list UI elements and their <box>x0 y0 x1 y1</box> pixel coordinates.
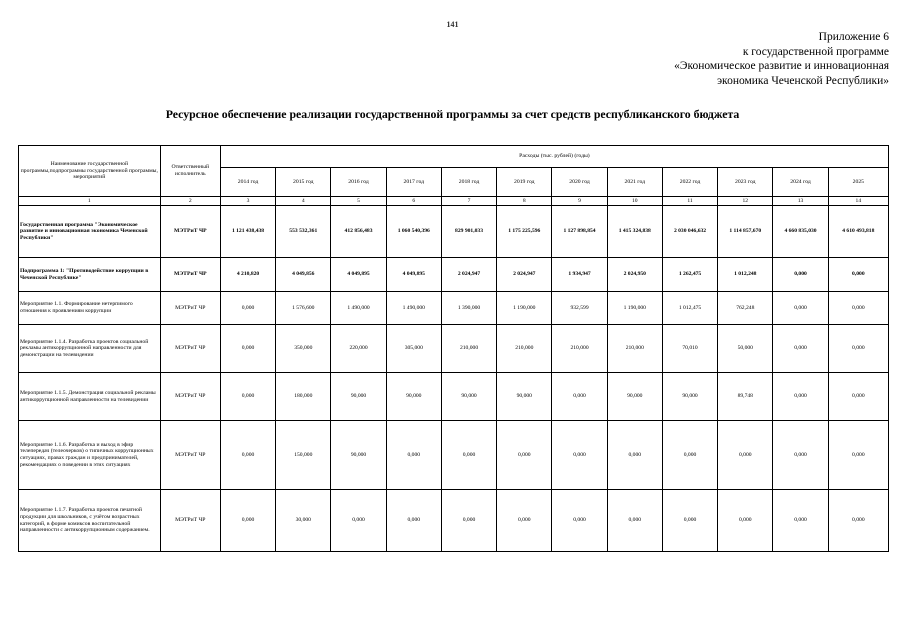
value-cell: 210,000 <box>497 325 552 373</box>
value-cell: 1 415 324,838 <box>607 206 662 258</box>
document-title: Ресурсное обеспечение реализации государственной программы за счет средств республиканского бюджета <box>165 107 740 121</box>
value-cell: 1 576,600 <box>276 292 331 325</box>
value-cell: 1 012,475 <box>662 292 717 325</box>
value-cell: 0,000 <box>331 490 386 552</box>
value-cell: 0,000 <box>552 421 607 490</box>
value-cell: 932,599 <box>552 292 607 325</box>
value-cell: 553 532,361 <box>276 206 331 258</box>
appendix-line: «Экономическое развитие и инновационная <box>674 60 889 72</box>
value-cell: 2 024,947 <box>497 258 552 292</box>
table-row <box>19 421 889 490</box>
value-cell: 0,000 <box>828 325 888 373</box>
value-cell: 4 049,895 <box>331 258 386 292</box>
column-number: 7 <box>441 197 496 206</box>
column-number: 14 <box>828 197 888 206</box>
value-cell: 210,000 <box>441 325 496 373</box>
value-cell: 150,000 <box>276 421 331 490</box>
table-header <box>19 146 889 197</box>
column-number: 10 <box>607 197 662 206</box>
table-row <box>19 292 889 325</box>
value-cell: 1 012,248 <box>718 258 773 292</box>
year-header: 2015 год <box>276 168 331 197</box>
row-responsible: МЭТРиТ ЧР <box>160 206 220 258</box>
value-cell: 0,000 <box>773 292 828 325</box>
value-cell: 1 190,000 <box>497 292 552 325</box>
year-header: 2017 год <box>386 168 441 197</box>
value-cell: 210,000 <box>552 325 607 373</box>
year-header: 2018 год <box>441 168 496 197</box>
value-cell: 90,000 <box>331 421 386 490</box>
value-cell: 0,000 <box>220 421 275 490</box>
value-cell: 0,000 <box>386 421 441 490</box>
value-cell: 50,000 <box>718 325 773 373</box>
header-row <box>19 146 889 168</box>
value-cell: 4 210,820 <box>220 258 275 292</box>
value-cell: 0,000 <box>662 490 717 552</box>
value-cell: 0,000 <box>828 421 888 490</box>
value-cell: 1 490,000 <box>331 292 386 325</box>
value-cell: 0,000 <box>828 292 888 325</box>
value-cell: 762,248 <box>718 292 773 325</box>
value-cell: 1 121 438,438 <box>220 206 275 258</box>
column-number: 11 <box>662 197 717 206</box>
value-cell: 4 049,895 <box>386 258 441 292</box>
value-cell: 90,000 <box>386 373 441 421</box>
value-cell: 90,000 <box>607 373 662 421</box>
value-cell: 1 060 540,396 <box>386 206 441 258</box>
value-cell: 350,000 <box>276 325 331 373</box>
value-cell: 4 660 835,030 <box>773 206 828 258</box>
column-number: 4 <box>276 197 331 206</box>
value-cell: 90,000 <box>662 373 717 421</box>
value-cell: 0,000 <box>441 490 496 552</box>
value-cell: 0,000 <box>773 490 828 552</box>
column-number: 13 <box>773 197 828 206</box>
value-cell: 0,000 <box>220 373 275 421</box>
value-cell: 0,000 <box>828 258 888 292</box>
value-cell: 0,000 <box>552 490 607 552</box>
row-name: Мероприятие 1.1. Формирование нетерпимого отношения к проявлениям коррупции <box>19 292 161 325</box>
page-number: 141 <box>446 20 459 29</box>
row-responsible: МЭТРиТ ЧР <box>160 258 220 292</box>
value-cell: 0,000 <box>220 325 275 373</box>
value-cell: 0,000 <box>828 490 888 552</box>
value-cell: 829 901,033 <box>441 206 496 258</box>
value-cell: 90,000 <box>497 373 552 421</box>
table-row <box>19 373 889 421</box>
column-number: 2 <box>160 197 220 206</box>
column-number: 6 <box>386 197 441 206</box>
row-name: Подпрограмма 1: "Противодействие коррупции в Чеченской Республике" <box>19 258 161 292</box>
appendix-block <box>674 30 889 88</box>
column-number: 5 <box>331 197 386 206</box>
col-responsible-header: Ответственный исполнитель <box>160 146 220 197</box>
table-body <box>19 197 889 552</box>
col-name-header: Наименование государственной программы,подпрограммы государственной программы, мероприятий <box>19 146 161 197</box>
appendix-line: экономика Чеченской Республики» <box>717 74 889 87</box>
table-row <box>19 258 889 292</box>
appendix-line: к государственной программе <box>742 45 889 58</box>
table-row <box>19 325 889 373</box>
year-header: 2025 <box>828 168 888 197</box>
column-number: 3 <box>220 197 275 206</box>
row-name: Мероприятие 1.1.5. Демонстрация социальной рекламы антикоррупционной направленности на телевидении <box>19 373 161 421</box>
resource-table <box>18 145 889 552</box>
column-number: 1 <box>19 197 161 206</box>
value-cell: 0,000 <box>773 258 828 292</box>
value-cell: 1 175 225,596 <box>497 206 552 258</box>
year-header: 2024 год <box>773 168 828 197</box>
value-cell: 220,000 <box>331 325 386 373</box>
table-row <box>19 490 889 552</box>
value-cell: 0,000 <box>386 490 441 552</box>
value-cell: 4 610 493,818 <box>828 206 888 258</box>
value-cell: 2 030 046,632 <box>662 206 717 258</box>
value-cell: 90,000 <box>441 373 496 421</box>
column-number: 8 <box>497 197 552 206</box>
value-cell: 0,000 <box>441 421 496 490</box>
row-name: Мероприятие 1.1.6. Разработка и выход в эфир телепередач (телеочерков) о типичных коррупционных ситуациях, правах граждан и предпринимателей, рекомендациях о поведении в этих ситуациях <box>19 421 161 490</box>
row-name: Государственная программа "Экономическое развитие и инновационная экономика Чеченской Республики" <box>19 206 161 258</box>
value-cell: 0,000 <box>773 325 828 373</box>
row-responsible: МЭТРиТ ЧР <box>160 490 220 552</box>
value-cell: 2 024,950 <box>607 258 662 292</box>
value-cell: 180,000 <box>276 373 331 421</box>
row-responsible: МЭТРиТ ЧР <box>160 325 220 373</box>
row-name: Мероприятие 1.1.7. Разработка проектов печатной продукции для школьников, с учётом возрастных категорий, в форме комиксов воспитательной направленности с антикоррупционным содержанием. <box>19 490 161 552</box>
year-header: 2016 год <box>331 168 386 197</box>
year-header: 2020 год <box>552 168 607 197</box>
value-cell: 1 934,947 <box>552 258 607 292</box>
value-cell: 0,000 <box>662 421 717 490</box>
year-header: 2022 год <box>662 168 717 197</box>
value-cell: 0,000 <box>773 373 828 421</box>
value-cell: 30,000 <box>276 490 331 552</box>
row-name: Мероприятие 1.1.4. Разработка проектов социальной рекламы антикоррупционной направленности для демонстрации на телевидении <box>19 325 161 373</box>
value-cell: 1 262,475 <box>662 258 717 292</box>
value-cell: 0,000 <box>497 490 552 552</box>
value-cell: 0,000 <box>220 292 275 325</box>
table-row <box>19 206 889 258</box>
year-header: 2014 год <box>220 168 275 197</box>
value-cell: 1 190,000 <box>607 292 662 325</box>
value-cell: 0,000 <box>607 490 662 552</box>
value-cell: 4 049,856 <box>276 258 331 292</box>
value-cell: 0,000 <box>497 421 552 490</box>
value-cell: 1 390,000 <box>441 292 496 325</box>
year-header: 2023 год <box>718 168 773 197</box>
value-cell: 210,000 <box>607 325 662 373</box>
row-responsible: МЭТРиТ ЧР <box>160 421 220 490</box>
value-cell: 90,000 <box>331 373 386 421</box>
value-cell: 0,000 <box>220 490 275 552</box>
value-cell: 1 114 857,670 <box>718 206 773 258</box>
value-cell: 305,000 <box>386 325 441 373</box>
value-cell: 0,000 <box>828 373 888 421</box>
value-cell: 1 490,000 <box>386 292 441 325</box>
column-number: 12 <box>718 197 773 206</box>
year-header: 2021 год <box>607 168 662 197</box>
year-header: 2019 год <box>497 168 552 197</box>
row-responsible: МЭТРиТ ЧР <box>160 373 220 421</box>
value-cell: 412 856,483 <box>331 206 386 258</box>
value-cell: 0,000 <box>552 373 607 421</box>
value-cell: 1 127 898,854 <box>552 206 607 258</box>
value-cell: 0,000 <box>718 490 773 552</box>
appendix-line: Приложение 6 <box>818 31 889 43</box>
expenses-header: Расходы (тыс. рублей) (годы) <box>220 146 888 168</box>
column-number: 9 <box>552 197 607 206</box>
value-cell: 0,000 <box>718 421 773 490</box>
row-responsible: МЭТРиТ ЧР <box>160 292 220 325</box>
value-cell: 0,000 <box>607 421 662 490</box>
value-cell: 89,748 <box>718 373 773 421</box>
value-cell: 0,000 <box>773 421 828 490</box>
column-number-row <box>19 197 889 206</box>
value-cell: 70,010 <box>662 325 717 373</box>
value-cell: 2 024,947 <box>441 258 496 292</box>
